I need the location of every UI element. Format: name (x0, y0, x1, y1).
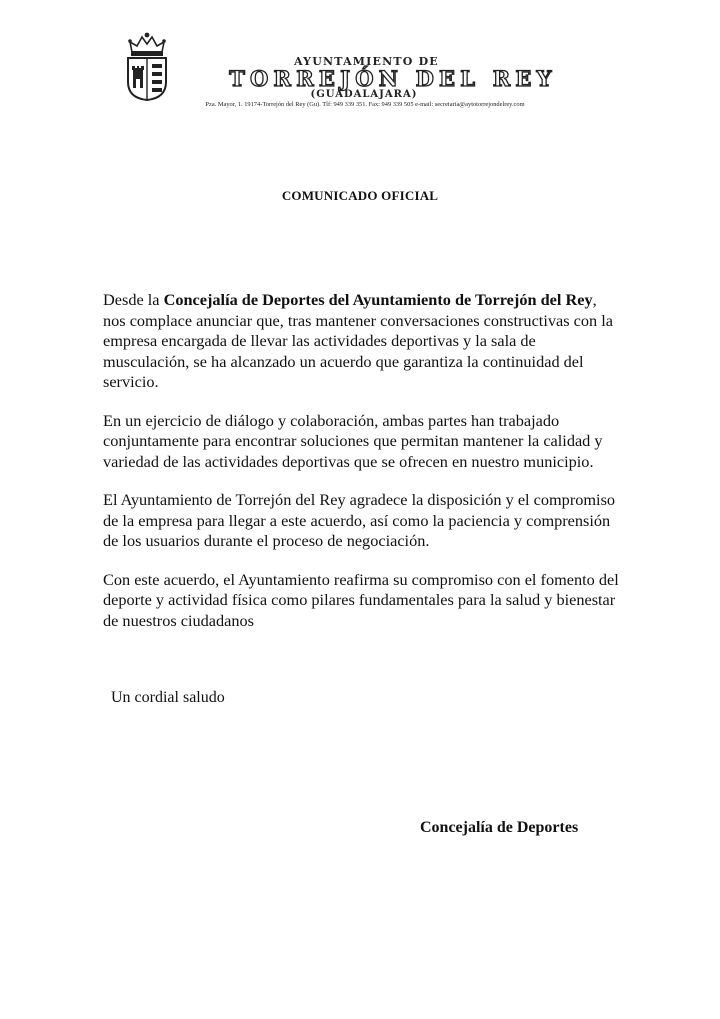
document-title: COMUNICADO OFICIAL (281, 188, 439, 203)
closing-greeting: Un cordial saludo (111, 689, 225, 706)
letterhead-line-ayuntamiento: AYUNTAMIENTO DE (294, 55, 439, 68)
signature: Concejalía de Deportes (420, 819, 579, 836)
letterhead-address: Pza. Mayor, 1. 19174-Torrejón del Rey (Gu). Tlf: 949 339 351. Fax: 949 339 505 e-mail: secretaria@aytotorrejondelrey.com (205, 101, 525, 108)
coat-of-arms-icon (122, 30, 172, 102)
document-body (103, 290, 623, 649)
paragraph-gratitude: El Ayuntamiento de Torrejón del Rey agradece la disposición y el compromiso de la empresa para llegar a este acuerdo, así como la paciencia y comprensión de los usuarios durante el proceso de negociación. (103, 490, 616, 550)
paragraph-dialogue: En un ejercicio de diálogo y colaboración, ambas partes han trabajado conjuntamente para encontrar soluciones que permitan mantener la calidad y variedad de las actividades deportivas que se ofrecen en nuestro municipio. (103, 410, 603, 471)
paragraph-announcement-prefix: Desde la (103, 290, 164, 309)
paragraph-announcement-bold: Concejalía de Deportes del Ayuntamiento de Torrejón del Rey (163, 290, 593, 309)
paragraph-announcement-suffix: , nos complace anunciar que, tras mantener conversaciones constructivas con la empresa encargada de llevar las actividades deportivas y la sala de musculación, se ha alcanzado un acuerdo que garantiza la continuidad del servicio. (103, 290, 613, 391)
letterhead (0, 0, 720, 120)
letterhead-province: (GUADALAJARA) (310, 89, 418, 100)
paragraph-commitment: Con este acuerdo, el Ayuntamiento reafirma su compromiso con el fomento del deporte y actividad física como pilares fundamentales para la salud y bienestar de nuestros ciudadanos (103, 569, 619, 630)
letterhead-town-name: TORREJÓN DEL REY (229, 66, 557, 91)
paragraph-announcement (103, 290, 623, 393)
